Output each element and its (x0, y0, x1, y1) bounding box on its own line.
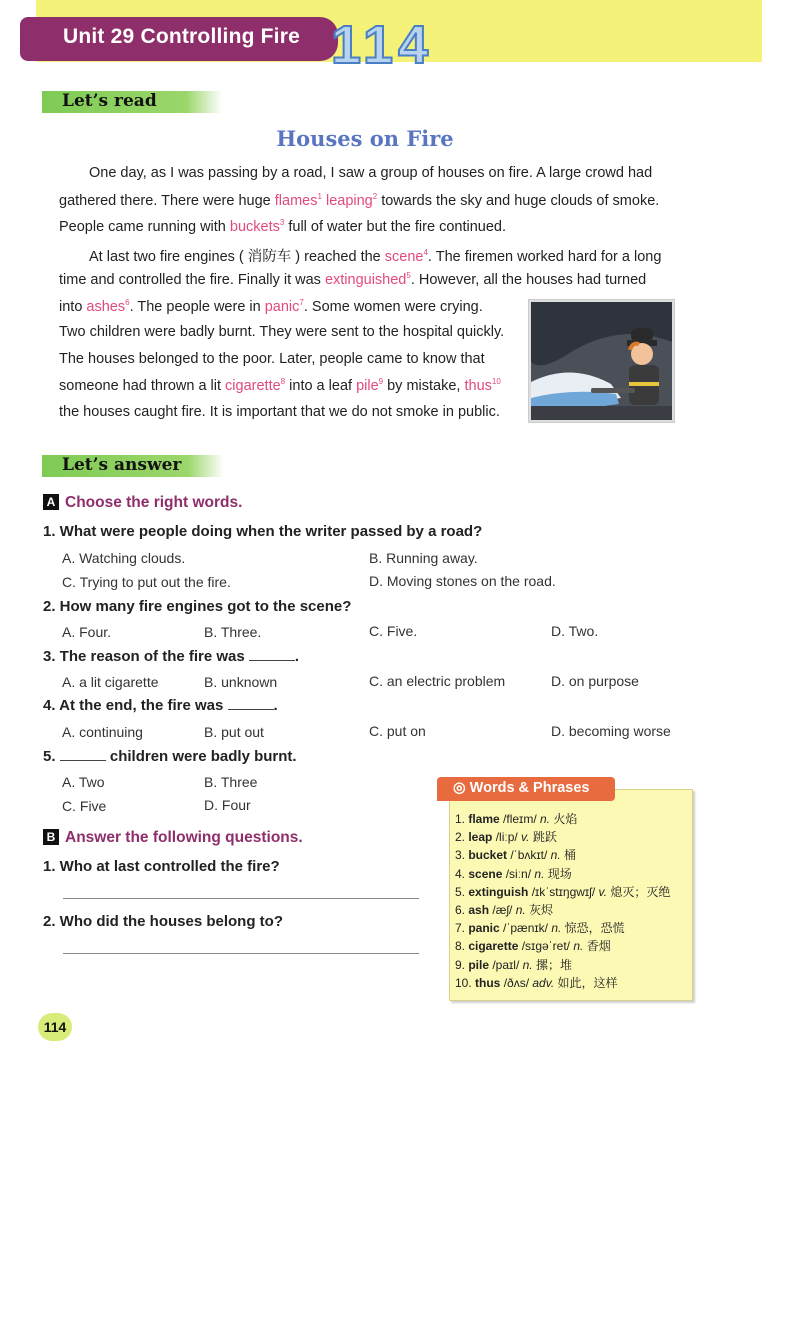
story-line: someone had thrown a lit cigarette$^8$ into a leaf pile$^9$ by mistake, thus$^{10}$ (59, 377, 501, 394)
fireman-illustration (529, 300, 674, 422)
section-a-heading: A Choose the right words. (43, 494, 242, 512)
vocab-entry: 4. scene /siːn/ n. 现场 (455, 866, 572, 881)
answer-blank[interactable] (249, 648, 295, 661)
section-a-badge: A (43, 494, 59, 510)
vocab-word: pile (356, 377, 379, 394)
question-2: 2. How many fire engines got to the scene? (43, 598, 352, 615)
story-line: time and controlled the fire. Finally it was extinguished$^5$. However, all the houses had turned (59, 271, 647, 288)
vocab-entry: 3. bucket /ˈbʌkɪt/ n. 桶 (455, 848, 577, 863)
question-5: 5. children were badly burnt. (43, 748, 297, 765)
story-line: People came running with buckets$^3$ full of water but the fire continued. (59, 218, 506, 235)
option[interactable]: C. Five (62, 798, 107, 814)
vocab-word: buckets (229, 218, 280, 235)
vocab-word: leaping (325, 192, 373, 209)
story-line: the houses caught fire. It is important that we do not smoke in public. (59, 404, 500, 420)
option[interactable]: A. Four. (62, 624, 112, 640)
option[interactable]: D. on purpose (551, 673, 639, 689)
b-question-2: 2. Who did the houses belong to? (43, 913, 283, 930)
vocab-word: panic (264, 298, 300, 315)
option[interactable]: D. Two. (551, 623, 599, 639)
option[interactable]: C. Five. (369, 623, 418, 639)
section-b-badge: B (43, 829, 59, 845)
words-phrases-header (437, 777, 615, 801)
section-b-heading: B Answer the following questions. (43, 829, 303, 847)
story-line: Two children were badly burnt. They were sent to the hospital quickly. (59, 324, 505, 340)
lets-read-tag (42, 91, 222, 113)
vocab-word: ashes (86, 298, 126, 315)
option[interactable]: D. Moving stones on the road. (369, 573, 556, 589)
story-line: gathered there. There were huge flames$^1$ leaping$^2$ towards the sky and huge clouds of smoke. (59, 192, 660, 209)
vocab-word: cigarette (225, 377, 281, 394)
option[interactable]: A. continuing (62, 724, 143, 740)
vocab-entry: 2. leap /liːp/ v. 跳跃 (455, 830, 557, 845)
story-title: Houses on Fire (276, 126, 454, 151)
vocab-word: scene (384, 249, 424, 265)
lets-answer-tag (42, 455, 224, 477)
lets-read-label: Let’s read (62, 91, 157, 111)
words-phrases-box (449, 789, 693, 1001)
answer-line-1[interactable] (63, 898, 419, 899)
option[interactable]: B. Running away. (369, 550, 478, 566)
option[interactable]: D. Four (204, 797, 251, 813)
option[interactable]: C. an electric problem (369, 673, 506, 689)
story-line: At last two fire engines ( 消防车 ) reached the scene$^4$. The firemen worked hard for a long (89, 248, 662, 265)
option[interactable]: C. put on (369, 723, 426, 739)
vocab-entry: 8. cigarette /sɪɡəˈret/ n. 香烟 (455, 939, 611, 954)
vocab-entry: 6. ash /æʃ/ n. 灰烬 (455, 902, 554, 917)
option[interactable]: A. Watching clouds. (62, 550, 186, 566)
b-question-1: 1. Who at last controlled the fire? (43, 858, 280, 875)
option[interactable]: B. put out (204, 724, 264, 740)
option[interactable]: B. Three. (204, 624, 262, 640)
option[interactable]: C. Trying to put out the fire. (62, 574, 231, 590)
vocab-entry: 9. pile /paɪl/ n. 摞；堆 (455, 957, 572, 972)
answer-blank[interactable] (228, 697, 274, 710)
vocab-entry: 10. thus /ðʌs/ adv. 如此，这样 (455, 975, 618, 990)
option[interactable]: A. Two (62, 774, 105, 790)
question-4: 4. At the end, the fire was . (43, 697, 278, 714)
lets-answer-label: Let’s answer (62, 455, 182, 475)
story-line: into ashes$^6$. The people were in panic$^7$. Some women were crying. (59, 298, 483, 315)
option[interactable]: B. Three (204, 774, 258, 790)
answer-blank[interactable] (60, 748, 106, 761)
option[interactable]: B. unknown (204, 674, 278, 690)
option[interactable]: A. a lit cigarette (62, 674, 159, 690)
vocab-word: flames (274, 192, 318, 209)
big-page-number: 114 (331, 15, 434, 75)
question-1: 1. What were people doing when the writer passed by a road? (43, 523, 483, 540)
unit-title-tab (20, 17, 338, 61)
question-3: 3. The reason of the fire was . (43, 648, 300, 665)
story-line: The houses belonged to the poor. Later, people came to know that (59, 351, 485, 367)
vocab-entry: 7. panic /ˈpænɪk/ n. 惊恐，恐慌 (455, 921, 625, 936)
words-phrases-title: ◎ Words & Phrases (453, 780, 590, 796)
option[interactable]: D. becoming worse (551, 723, 671, 739)
story-line: One day, as I was passing by a road, I saw a group of houses on fire. A large crowd had (89, 165, 653, 181)
vocab-entry: 5. extinguish /ɪkˈstɪŋɡwɪʃ/ v. 熄灭；灭绝 (455, 884, 671, 899)
vocab-word: thus (464, 377, 492, 394)
vocab-word: extinguished (324, 271, 407, 288)
answer-line-2[interactable] (63, 953, 419, 954)
vocab-entry: 1. flame /fleɪm/ n. 火焰 (455, 812, 578, 826)
page-number: 114 (38, 1013, 72, 1041)
unit-title: Unit 29 Controlling Fire (63, 25, 300, 48)
